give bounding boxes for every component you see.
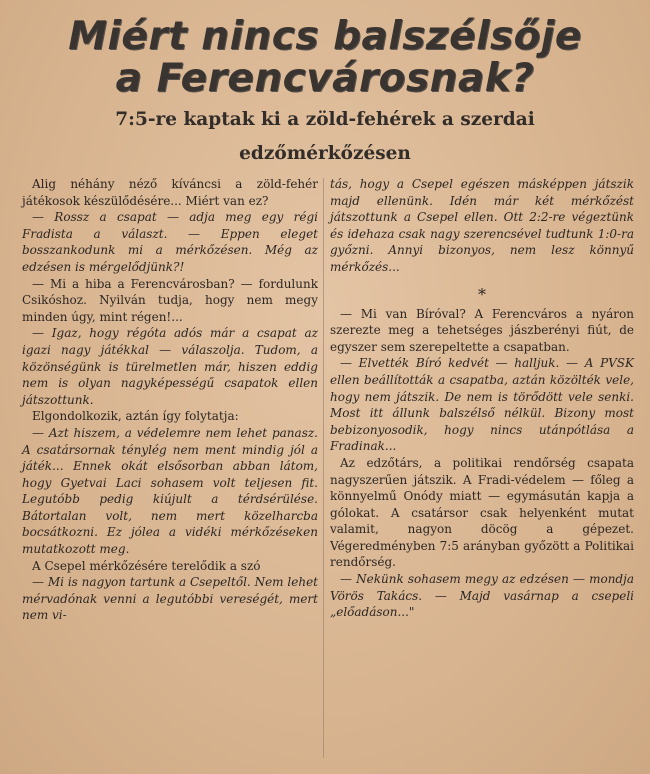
article-paragraph: — Igaz, hogy régóta adós már a csapat az igazi nagy játékkal — válaszolja. Tudom, a közönségünk is türelmetlen már, hiszen eddig nem is olyan nagyképességű csapatok ellen játszottunk. bbox=[22, 326, 318, 407]
article-paragraph: — Nekünk sohasem megy az edzésen — mondja Vörös Takács. — Majd vasárnap a csepeli „előadáson..." bbox=[330, 572, 634, 620]
headline-line-1: Miért nincs balszélsője bbox=[68, 14, 582, 59]
article-paragraph: Alig néhány néző kíváncsi a zöld-fehér játékosok készülődésére... Miért van ez? bbox=[22, 177, 318, 208]
article-paragraph: Elgondolkozik, aztán így folytatja: bbox=[32, 409, 239, 424]
article-paragraph: Az edzőtárs, a politikai rendőrség csapata nagyszerűen játszik. A Fradi-védelem — főleg a könnyelmű Onódy miatt — egymásután kapja a gólokat. A csatársor csak helyenként mutat valamit, nagyon döcög a gépezet. Végeredményben 7:5 arányban győzött a Politikai rendőrség. bbox=[330, 455, 634, 570]
article-paragraph: — Mi van Bíróval? A Ferencváros a nyáron szerezte meg a tehetséges jászberényi fiút, de egyszer sem szerepeltette a csapatban. bbox=[330, 306, 634, 354]
article-paragraph: — Elvették Bíró kedvét — halljuk. — A PVSK ellen beállították a csapatba, aztán közölték vele, hogy nem játszik. De nem is törődött vele senki. Most itt állunk balszélső nélkül. Bizony most bebizonyosodik, hogy nincs utánpótlása a Fradinak... bbox=[330, 356, 634, 454]
article-left-column bbox=[22, 176, 318, 624]
subheadline-line-1: 7:5-re kaptak ki a zöld-fehérek a szerdai bbox=[115, 109, 535, 130]
article-paragraph: — Azt hiszem, a védelemre nem lehet panasz. A csatársornak ténylég nem ment mindig jól a játék... Ennek okát elsősorban abban látom, hogy Gyetvai Laci sohasem volt teljesen fit. Legutóbb pedig kiújult a térdsérülése. Bátortalan volt, nem mert közelharcba bocsátkozni. Ez jólea a vidéki mérkőzéseken mutatkozott meg. bbox=[22, 425, 318, 557]
article-paragraph: — Rossz a csapat — adja meg egy régi Fradista a választ. — Eppen eleget bosszankodunk mi a mérkőzésen. Még az edzésen is mérgelődjünk?! bbox=[22, 210, 318, 274]
headline-line-2: a Ferencvárosnak? bbox=[115, 56, 535, 101]
subheadline-line-2: edzőmérkőzésen bbox=[239, 143, 411, 164]
column-divider bbox=[323, 178, 324, 758]
article-paragraph: A Csepel mérkőzésére terelődik a szó bbox=[32, 558, 261, 573]
article-paragraph: tás, hogy a Csepel egészen másképpen játszik majd ellenünk. Idén már két mérkőzést játszottunk a Csepel ellen. Ott 2:2-re végeztünk és idehaza csak nagy szerencsével tudtunk 1:0-ra győzni. Annyi bizonyos, nem lesz könnyű mérkőzés... bbox=[330, 177, 634, 274]
section-separator: * bbox=[478, 284, 486, 304]
article-right-column bbox=[330, 176, 634, 621]
article-paragraph: — Mi is nagyon tartunk a Csepeltől. Nem lehet mérvadónak venni a legutóbbi vereségét, mert nem vi- bbox=[22, 575, 318, 623]
article-paragraph: — Mi a hiba a Ferencvárosban? — fordulunk Csikóshoz. Nyilván tudja, hogy nem megy minden úgy, mint régen!... bbox=[22, 276, 318, 324]
